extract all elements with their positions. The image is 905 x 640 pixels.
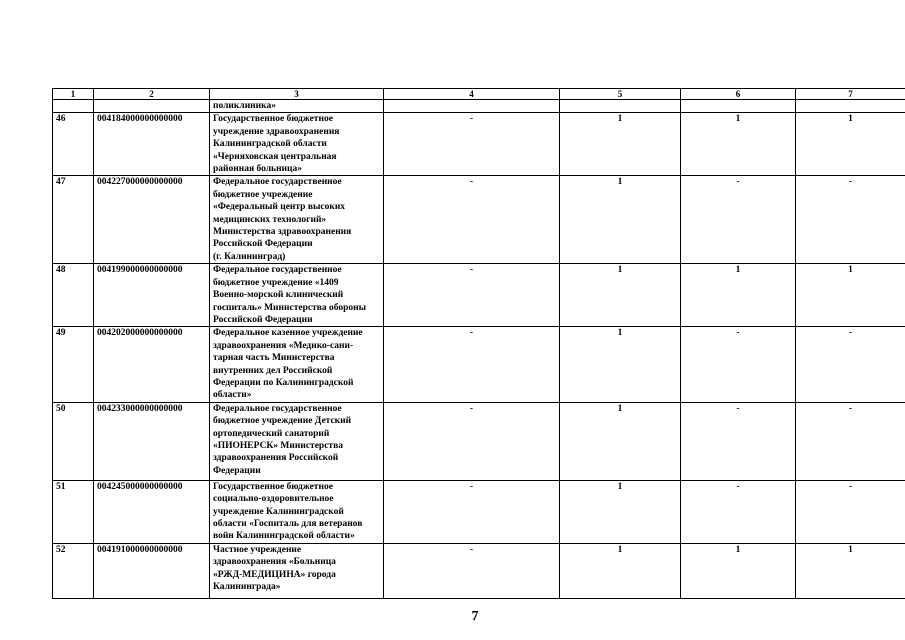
organization-name-line: Государственное бюджетное: [213, 114, 333, 125]
organization-name-cell: [210, 176, 384, 264]
organization-name-line: Российской Федерации: [213, 314, 313, 325]
table-row: [53, 480, 905, 543]
value-cell-6: 1: [681, 113, 796, 176]
value-cell-5: 1: [560, 176, 681, 264]
organization-name-line: Федеральное государственное: [213, 265, 342, 276]
value-cell-5: 1: [560, 480, 681, 543]
table-row: [53, 327, 905, 402]
column-header: 3: [210, 89, 384, 100]
row-number-cell: 47: [53, 176, 94, 264]
registry-code-cell: 004199000000000000: [94, 264, 210, 327]
organization-name-line: области «Госпиталь для ветеранов: [213, 518, 363, 529]
value-cell-5: 1: [560, 327, 681, 402]
value-cell-5: 1: [560, 113, 681, 176]
value-cell-4: -: [384, 402, 560, 480]
value-cell-6: -: [681, 176, 796, 264]
organization-name-line: тарная часть Министерства: [213, 353, 335, 364]
organization-name-line: районная больница»: [213, 164, 302, 175]
organization-name-line: Федеральное казенное учреждение: [213, 328, 363, 339]
table-row: [53, 264, 905, 327]
organization-name-line: бюджетное учреждение Детский: [213, 416, 352, 427]
organization-name-cell: [210, 113, 384, 176]
organization-name-line: (г. Калининград): [213, 251, 286, 262]
organization-name-cell: [210, 100, 384, 113]
organization-name-line: медицинских технологий»: [213, 214, 327, 225]
organization-name-line: области»: [213, 390, 252, 401]
organization-name-line: Военно-морской клинический: [213, 290, 344, 301]
value-cell-7: [796, 100, 905, 113]
value-cell-7: -: [796, 402, 905, 480]
value-cell-5: 1: [560, 264, 681, 327]
table-row: [53, 402, 905, 480]
column-header: 4: [384, 89, 560, 100]
organization-name-line: социально-оздоровительное: [213, 494, 334, 505]
organization-name-line: Федерации по Калининградской: [213, 377, 354, 388]
registry-code-cell: 004227000000000000: [94, 176, 210, 264]
value-cell-4: -: [384, 327, 560, 402]
column-header: 1: [53, 89, 94, 100]
value-cell-6: -: [681, 480, 796, 543]
value-cell-4: -: [384, 264, 560, 327]
organization-name-cell: [210, 480, 384, 543]
organization-name-line: «РЖД-МЕДИЦИНА» города: [213, 569, 336, 580]
organization-name-line: бюджетное учреждение: [213, 189, 313, 200]
value-cell-7: -: [796, 176, 905, 264]
table-row-continuation: [53, 100, 905, 113]
row-number-cell: 48: [53, 264, 94, 327]
value-cell-5: 1: [560, 543, 681, 598]
organization-name-cell: [210, 264, 384, 327]
value-cell-5: [560, 100, 681, 113]
organization-name-line: «Черняховская центральная: [213, 151, 337, 162]
value-cell-4: [384, 100, 560, 113]
value-cell-6: -: [681, 327, 796, 402]
organization-name-line: внутренних дел Российской: [213, 365, 333, 376]
row-number-cell: 50: [53, 402, 94, 480]
row-number-cell: 49: [53, 327, 94, 402]
organization-name-line: Частное учреждение: [213, 544, 302, 555]
value-cell-7: -: [796, 327, 905, 402]
row-number-cell: 51: [53, 480, 94, 543]
organization-name-line: Государственное бюджетное: [213, 481, 333, 492]
organization-name-line: Российской Федерации: [213, 239, 313, 250]
registry-code-cell: 004191000000000000: [94, 543, 210, 598]
organization-name-cell: [210, 543, 384, 598]
organization-name-cell: [210, 402, 384, 480]
organization-name-line: бюджетное учреждение «1409: [213, 277, 339, 288]
column-header: 6: [681, 89, 796, 100]
value-cell-7: 1: [796, 113, 905, 176]
table-row: [53, 543, 905, 598]
column-header: 7: [796, 89, 905, 100]
organization-name-line: Федеральное государственное: [213, 177, 342, 188]
registry-table: [52, 88, 905, 599]
value-cell-5: 1: [560, 402, 681, 480]
organization-name-line: ортопедический санаторий: [213, 428, 330, 439]
organization-name-line: здравоохранения «Больница: [213, 557, 336, 568]
value-cell-6: -: [681, 402, 796, 480]
registry-code-cell: [94, 100, 210, 113]
table-body: [53, 100, 905, 599]
row-number-cell: 52: [53, 543, 94, 598]
value-cell-4: -: [384, 113, 560, 176]
organization-name-line: госпиталь» Министерства обороны: [213, 302, 367, 313]
organization-name-line: Федеральное государственное: [213, 403, 342, 414]
value-cell-4: -: [384, 480, 560, 543]
page-number: 7: [471, 609, 479, 624]
organization-name-line: поликлиника»: [213, 101, 276, 111]
organization-name-line: учреждение здравоохранения: [213, 126, 340, 137]
organization-name-line: здравоохранения Российской: [213, 453, 339, 464]
value-cell-7: 1: [796, 543, 905, 598]
organization-name-cell: [210, 327, 384, 402]
row-number-cell: [53, 100, 94, 113]
organization-name-line: учреждение Калининградской: [213, 506, 344, 517]
organization-name-line: войн Калининградской области»: [213, 531, 355, 542]
organization-name-line: «ПИОНЕРСК» Министерства: [213, 440, 343, 451]
value-cell-6: 1: [681, 543, 796, 598]
column-header: 2: [94, 89, 210, 100]
row-number-cell: 46: [53, 113, 94, 176]
registry-code-cell: 004245000000000000: [94, 480, 210, 543]
column-header: 5: [560, 89, 681, 100]
organization-name-line: Министерства здравоохранения: [213, 227, 352, 238]
organization-name-line: Калининграда»: [213, 582, 281, 592]
value-cell-4: -: [384, 176, 560, 264]
organization-name-line: «Федеральный центр высоких: [213, 202, 346, 213]
value-cell-6: [681, 100, 796, 113]
registry-code-cell: 004233000000000000: [94, 402, 210, 480]
organization-name-line: здравоохранения «Медико-сани-: [213, 340, 354, 351]
value-cell-4: -: [384, 543, 560, 598]
value-cell-7: -: [796, 480, 905, 543]
registry-code-cell: 004184000000000000: [94, 113, 210, 176]
organization-name-line: Федерации: [213, 465, 261, 476]
table-row: [53, 113, 905, 176]
table-row: [53, 176, 905, 264]
column-number-row: [53, 89, 905, 100]
value-cell-6: 1: [681, 264, 796, 327]
organization-name-line: Калининградской области: [213, 139, 327, 150]
registry-code-cell: 004202000000000000: [94, 327, 210, 402]
value-cell-7: 1: [796, 264, 905, 327]
